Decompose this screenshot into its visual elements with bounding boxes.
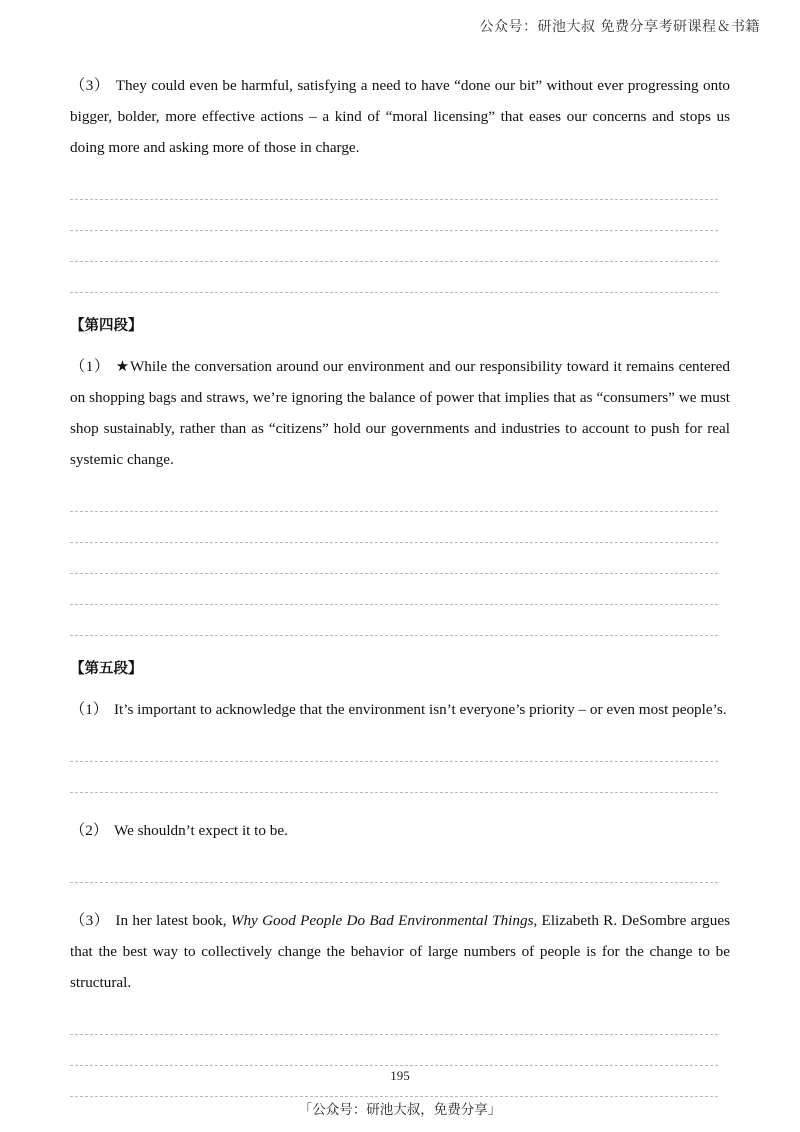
sentence-text — [70, 70, 730, 163]
sentence-block — [70, 694, 730, 793]
sentence-body: We shouldn’t expect it to be. — [113, 822, 288, 839]
sentence-body: They could even be harmful, satisfying a need to have “done our bit” without ever progressing onto bigger, bolder, more effective actions – a kind of “moral licensing” that eases our concerns and stops us doing more and asking more of those in charge. — [70, 77, 731, 156]
book-title: Why Good People Do Bad Environmental Things — [230, 912, 534, 929]
answer-line[interactable] — [70, 574, 718, 605]
sentence-text — [70, 815, 730, 846]
answer-lines — [70, 481, 730, 636]
sentence-marker: （3） — [70, 912, 110, 929]
sentence-marker: （1） — [70, 358, 110, 375]
header-watermark-note: 公众号：研池大叔 免费分享考研课程＆书籍 — [479, 19, 760, 35]
answer-lines — [70, 731, 730, 793]
section-heading-paragraph-4: 【第四段】 — [70, 318, 143, 334]
sentence-marker: （1） — [70, 701, 108, 718]
footer-watermark-note: 「公众号：研池大叔，免费分享」 — [298, 1102, 502, 1118]
answer-line[interactable] — [70, 1035, 718, 1066]
sentence-body: ★While the conversation around our environment and our responsibility toward it remains centered on shopping bags and straws, we’re ignoring the balance of power that implies that as “consumers” we must shop sustainably, rather than as “citizens” hold our governments and industries to account to push for real systemic change. — [70, 358, 731, 468]
answer-line[interactable] — [70, 762, 718, 793]
sentence-block — [70, 70, 730, 293]
answer-line[interactable] — [70, 543, 718, 574]
sentence-body: It’s important to acknowledge that the environment isn’t everyone’s priority – or even most people’s. — [113, 701, 727, 718]
answer-line[interactable] — [70, 200, 718, 231]
page-number: 195 — [390, 1068, 410, 1083]
sentence-body: In her latest book, — [115, 912, 231, 929]
sentence-marker: （3） — [70, 77, 110, 94]
answer-line[interactable] — [70, 852, 718, 883]
sentence-text — [70, 694, 730, 725]
answer-line[interactable] — [70, 481, 718, 512]
answer-line[interactable] — [70, 169, 718, 200]
sentence-block — [70, 351, 730, 636]
sentence-text — [70, 351, 730, 475]
section-heading-paragraph-5: 【第五段】 — [70, 661, 143, 677]
answer-line[interactable] — [70, 1004, 718, 1035]
answer-line[interactable] — [70, 231, 718, 262]
answer-lines — [70, 852, 730, 883]
page-content — [70, 70, 730, 1119]
answer-line[interactable] — [70, 262, 718, 293]
sentence-marker: （2） — [70, 822, 108, 839]
sentence-text — [70, 905, 730, 998]
sentence-block — [70, 815, 730, 883]
answer-line[interactable] — [70, 731, 718, 762]
answer-line[interactable] — [70, 605, 718, 636]
sentence-body-continued: , Elizabeth R. DeSombre argues that the best way to collectively change the behavior of large numbers of people is for the change to be structural. — [70, 912, 730, 991]
answer-lines — [70, 169, 730, 293]
answer-line[interactable] — [70, 512, 718, 543]
